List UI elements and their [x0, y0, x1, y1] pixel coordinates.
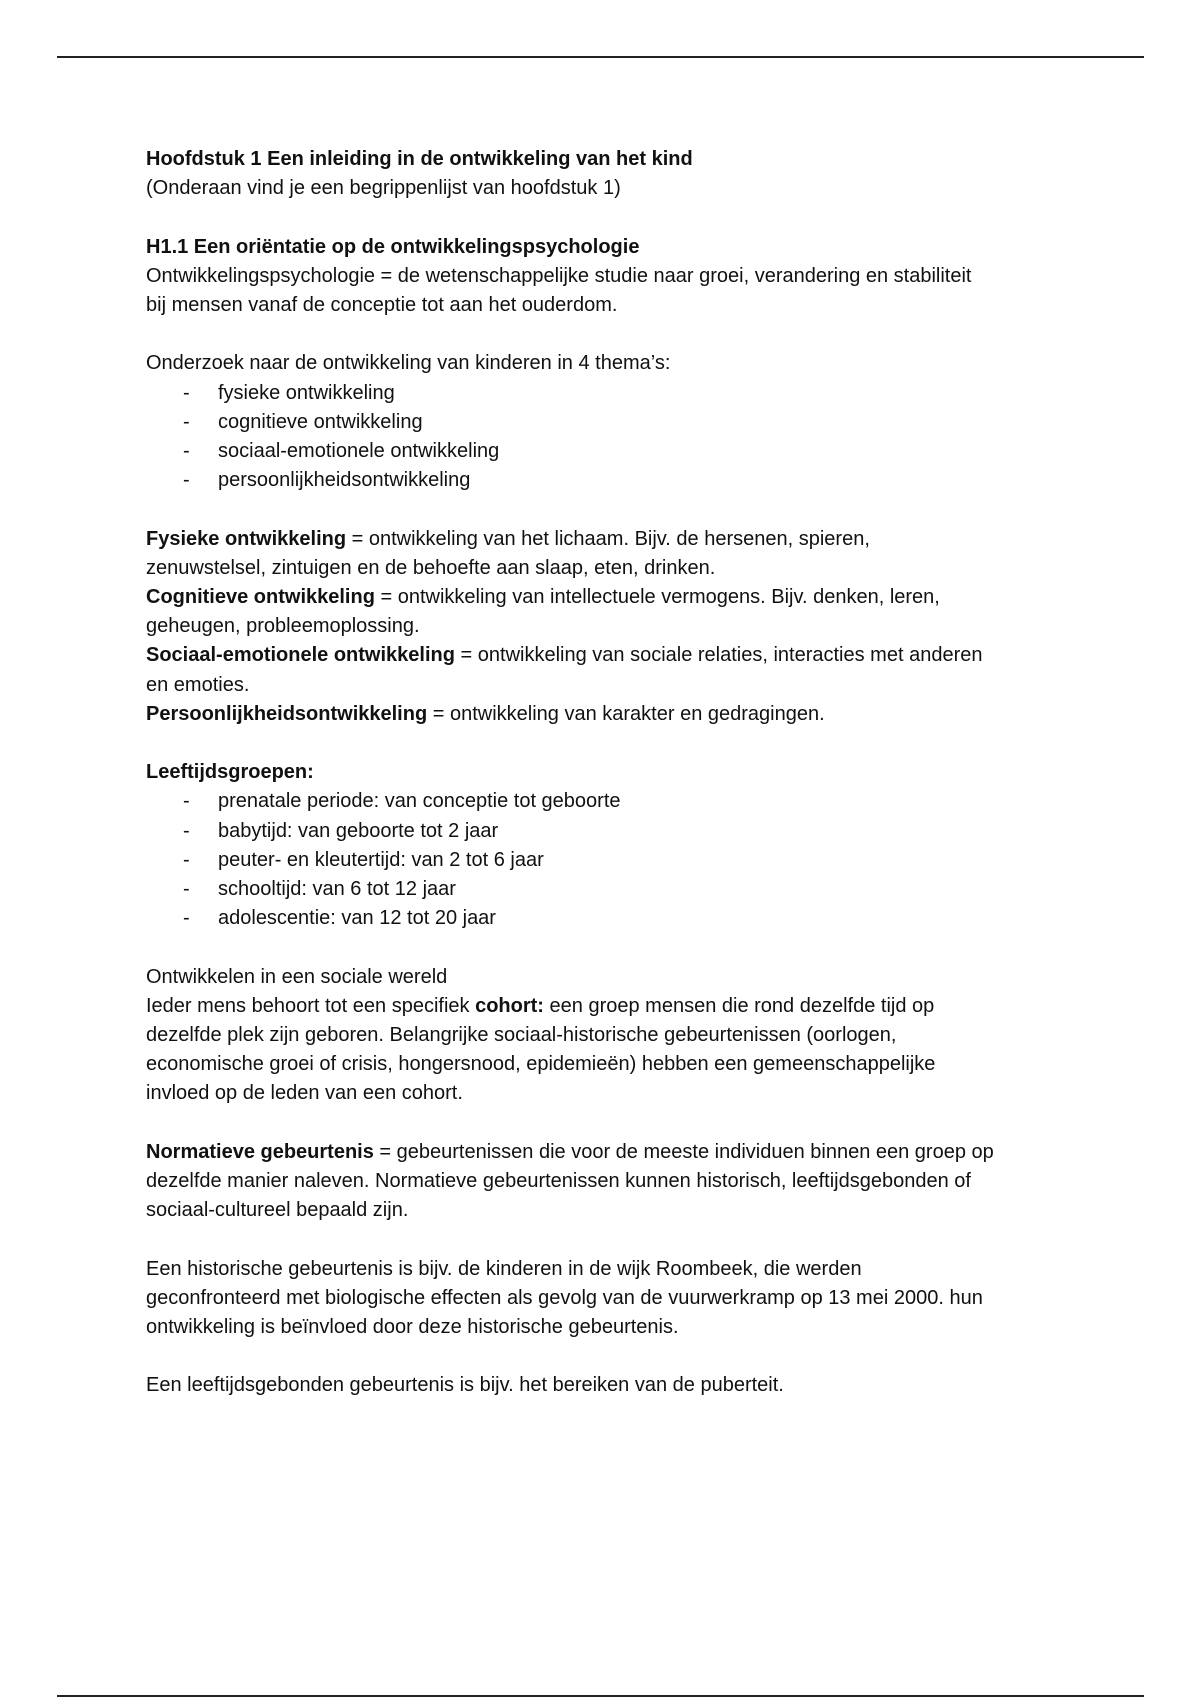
list-item-text: prenatale periode: van conceptie tot geboorte: [218, 790, 621, 813]
social-heading: Ontwikkelen in een sociale wereld: [146, 965, 448, 988]
list-item-text: peuter- en kleutertijd: van 2 tot 6 jaar: [218, 848, 544, 871]
list-item: [146, 437, 1096, 466]
paragraph-line: economische groei of crisis, hongersnood, epidemieën) hebben een gemeenschappelijke: [146, 1053, 936, 1076]
definition-text: zenuwstelsel, zintuigen en de behoefte aan slaap, eten, drinken.: [146, 556, 716, 579]
list-item: [146, 904, 1096, 933]
paragraph-line: invloed op de leden van een cohort.: [146, 1082, 463, 1105]
definition-physical: [146, 525, 1096, 554]
dash-bullet: -: [183, 410, 190, 433]
definition-text: = ontwikkeling van sociale relaties, interacties met anderen: [454, 644, 983, 667]
dash-bullet: -: [183, 469, 190, 492]
definition-personality: [146, 700, 1096, 729]
section-heading: H1.1 Een oriëntatie op de ontwikkelingspsychologie: [146, 235, 640, 258]
paragraph-line: Een leeftijdsgebonden gebeurtenis is bijv. het bereiken van de puberteit.: [146, 1374, 784, 1397]
list-item: [146, 817, 1096, 846]
list-item-text: adolescentie: van 12 tot 20 jaar: [218, 907, 496, 930]
definition-text: = ontwikkeling van het lichaam. Bijv. de hersenen, spieren,: [346, 527, 870, 550]
paragraph-line: dezelfde plek zijn geboren. Belangrijke sociaal-historische gebeurtenissen (oorlogen,: [146, 1024, 897, 1047]
paragraph-line: ontwikkeling is beïnvloed door deze historische gebeurtenis.: [146, 1316, 679, 1339]
paragraph-text: Ieder mens behoort tot een specifiek: [146, 994, 476, 1017]
cohort-term: cohort:: [475, 994, 544, 1017]
bottom-rule: [57, 1695, 1144, 1697]
age-groups-list: [146, 787, 1096, 933]
document-page: [146, 145, 1096, 1401]
paragraph-line: sociaal-cultureel bepaald zijn.: [146, 1199, 409, 1222]
list-item-text: schooltijd: van 6 tot 12 jaar: [218, 878, 456, 901]
list-item: [146, 846, 1096, 875]
list-item: [146, 875, 1096, 904]
chapter-title: Hoofdstuk 1 Een inleiding in de ontwikkeling van het kind: [146, 148, 693, 170]
definition-social-emotional: [146, 641, 1096, 670]
normative-definition: [146, 1138, 1096, 1167]
definition-term: Cognitieve ontwikkeling: [146, 586, 375, 608]
dash-bullet: -: [183, 381, 190, 404]
list-item-text: sociaal-emotionele ontwikkeling: [218, 440, 500, 462]
cohort-line: [146, 992, 1096, 1021]
dash-bullet: -: [183, 790, 190, 813]
top-rule: [57, 56, 1144, 58]
list-item-text: cognitieve ontwikkeling: [218, 410, 423, 433]
list-item: [146, 466, 1096, 495]
definition-text: en emoties.: [146, 673, 250, 696]
paragraph-line: dezelfde manier naleven. Normatieve gebeurtenissen kunnen historisch, leeftijdsgebonden of: [146, 1170, 971, 1193]
list-item: [146, 787, 1096, 816]
definition-line: Ontwikkelingspsychologie = de wetenschappelijke studie naar groei, verandering en stabiliteit: [146, 264, 972, 287]
definition-text: = gebeurtenissen die voor de meeste individuen binnen een groep op: [373, 1140, 994, 1163]
chapter-note: (Onderaan vind je een begrippenlijst van hoofdstuk 1): [146, 177, 621, 200]
list-item: [146, 379, 1096, 408]
definition-term: Sociaal-emotionele ontwikkeling: [146, 644, 455, 667]
definition-text: = ontwikkeling van intellectuele vermogens. Bijv. denken, leren,: [374, 586, 940, 608]
themes-list: [146, 379, 1096, 496]
themes-intro: Onderzoek naar de ontwikkeling van kinderen in 4 thema’s:: [146, 352, 671, 375]
paragraph-line: Een historische gebeurtenis is bijv. de kinderen in de wijk Roombeek, die werden: [146, 1257, 862, 1280]
dash-bullet: -: [183, 878, 190, 901]
definition-term: Normatieve gebeurtenis: [146, 1140, 374, 1163]
definition-line: bij mensen vanaf de conceptie tot aan het ouderdom.: [146, 294, 618, 316]
list-item-text: fysieke ontwikkeling: [218, 381, 395, 404]
definition-term: Fysieke ontwikkeling: [146, 527, 347, 550]
dash-bullet: -: [183, 907, 190, 930]
paragraph-text: een groep mensen die rond dezelfde tijd op: [543, 994, 935, 1017]
paragraph-line: geconfronteerd met biologische effecten als gevolg van de vuurwerkramp op 13 mei 2000. hun: [146, 1286, 983, 1309]
definition-cognitive: [146, 583, 1096, 612]
dash-bullet: -: [183, 440, 190, 462]
list-item-text: persoonlijkheidsontwikkeling: [218, 469, 471, 492]
list-item: [146, 408, 1096, 437]
definition-text: = ontwikkeling van karakter en gedragingen.: [427, 702, 825, 725]
dash-bullet: -: [183, 819, 190, 842]
age-groups-heading: Leeftijdsgroepen:: [146, 761, 314, 784]
dash-bullet: -: [183, 848, 190, 871]
list-item-text: babytijd: van geboorte tot 2 jaar: [218, 819, 499, 842]
definition-text: geheugen, probleemoplossing.: [146, 615, 420, 638]
definition-term: Persoonlijkheidsontwikkeling: [146, 702, 428, 725]
